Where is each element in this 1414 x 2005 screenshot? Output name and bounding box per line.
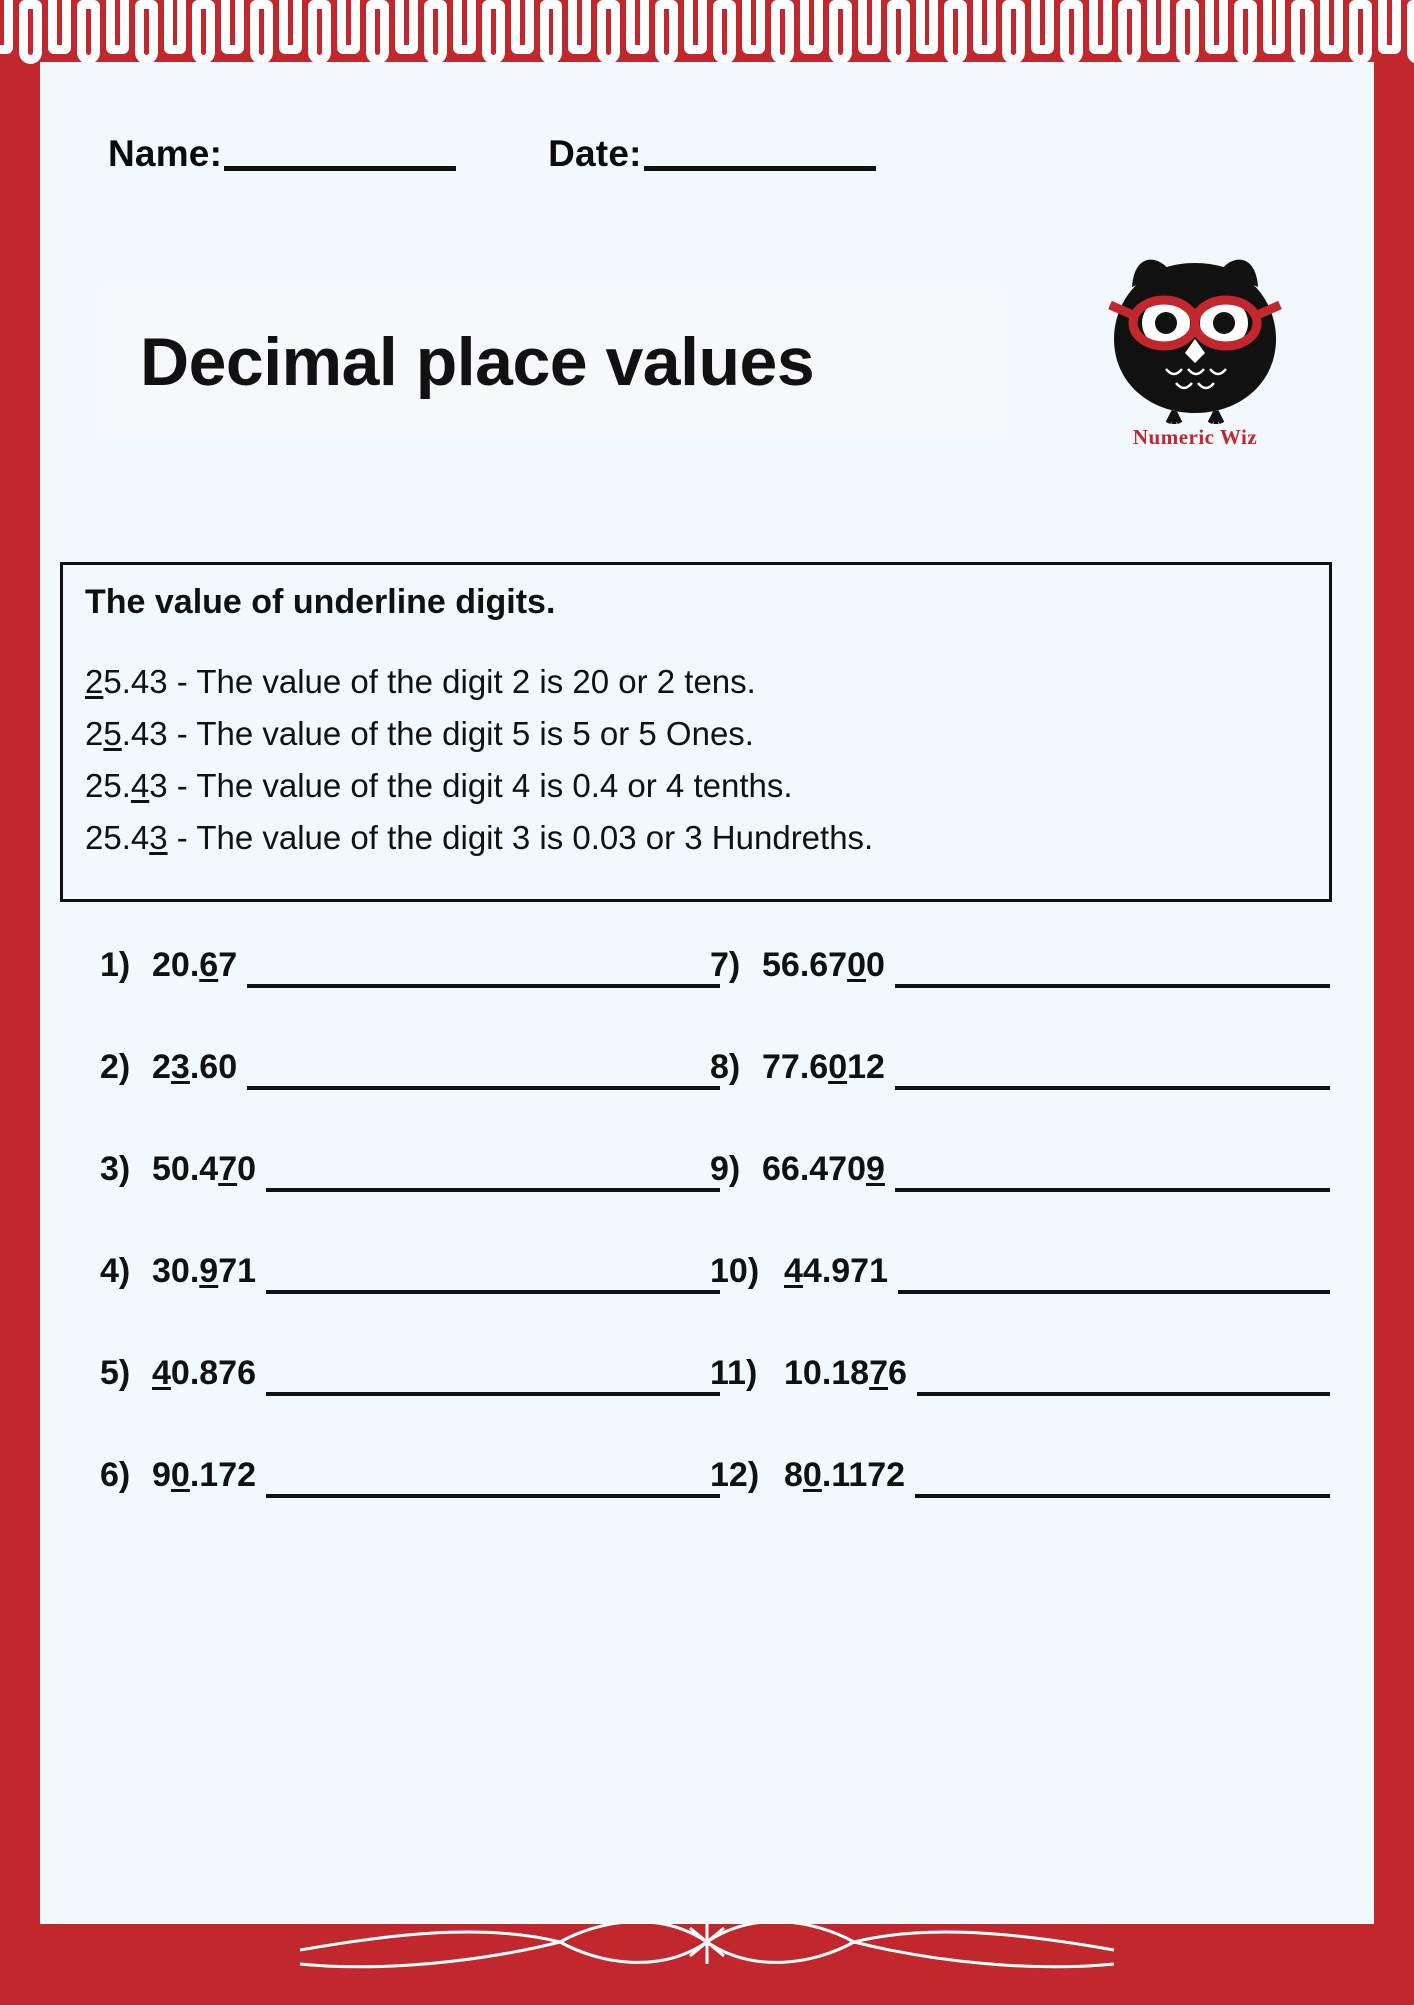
border-link (0, 0, 13, 54)
border-link (1118, 0, 1141, 64)
problem-item (100, 942, 720, 1044)
border-link (424, 0, 447, 64)
underlined-digit: 9 (866, 1150, 885, 1188)
answer-line[interactable] (915, 1452, 1330, 1498)
border-link (106, 0, 129, 54)
value-suffix: .1172 (821, 1456, 906, 1494)
problem-number: 3) (100, 1150, 131, 1188)
example-line (85, 760, 1307, 812)
underlined-digit: 4 (784, 1252, 803, 1290)
value-prefix: 2 (152, 1048, 171, 1086)
answer-line[interactable] (266, 1350, 720, 1396)
problem-number: 12) (710, 1456, 760, 1494)
brand-name: Numeric Wiz (1132, 425, 1258, 449)
problem-number: 7) (710, 946, 741, 984)
value-suffix: 0 (866, 946, 885, 984)
border-link (1234, 0, 1257, 64)
value-prefix: 77.6 (762, 1048, 829, 1086)
border-link (77, 0, 100, 64)
border-link (1060, 0, 1083, 64)
border-link (1378, 0, 1401, 54)
value-suffix: .60 (189, 1048, 238, 1086)
answer-line[interactable] (895, 942, 1330, 988)
answer-line[interactable] (917, 1350, 1330, 1396)
example-prefix: 2 (85, 715, 104, 753)
problem-value (152, 1452, 256, 1495)
value-suffix: 71 (218, 1252, 257, 1290)
problem-number: 10) (710, 1252, 760, 1290)
answer-line[interactable] (266, 1248, 720, 1294)
value-prefix: 66.470 (762, 1150, 866, 1188)
border-link (1291, 0, 1314, 64)
value-prefix: 56.67 (762, 946, 848, 984)
border-link (771, 0, 794, 64)
problem-number: 5) (100, 1354, 131, 1392)
problem-item (100, 1452, 720, 1554)
value-suffix: 0 (237, 1150, 257, 1188)
problem-item (710, 1350, 1330, 1452)
problem-item (100, 1248, 720, 1350)
border-link (568, 0, 591, 54)
value-suffix: 12 (847, 1048, 885, 1086)
example-prefix: 25.4 (85, 819, 150, 857)
problem-number: 6) (100, 1456, 131, 1494)
underlined-digit: 0 (828, 1048, 848, 1086)
border-link (1089, 0, 1112, 54)
underlined-digit: 2 (85, 663, 104, 700)
border-link (1002, 0, 1025, 64)
value-suffix: 6 (888, 1354, 907, 1392)
value-suffix: 0.876 (170, 1354, 257, 1392)
border-link (1263, 0, 1286, 54)
name-input-line[interactable] (224, 160, 456, 171)
border-link (1205, 0, 1228, 54)
underlined-digit: 4 (152, 1354, 171, 1392)
problem-value (762, 1044, 885, 1087)
border-link (135, 0, 158, 64)
problem-item (710, 1146, 1330, 1248)
example-suffix: 3 - The value of the digit 4 is 0.4 or 4 tenths. (149, 767, 793, 805)
example-box (60, 562, 1332, 902)
answer-line[interactable] (895, 1044, 1330, 1090)
page-title: Decimal place values (140, 323, 815, 400)
border-link (916, 0, 939, 54)
worksheet-sheet (40, 62, 1374, 1924)
example-suffix: .43 - The value of the digit 5 is 5 or 5 Ones. (121, 715, 754, 753)
border-link (482, 0, 505, 64)
border-link (511, 0, 534, 54)
answer-line[interactable] (247, 1044, 720, 1090)
name-date-row (108, 117, 1208, 175)
border-link (626, 0, 649, 54)
value-prefix: 8 (784, 1456, 803, 1494)
example-line (85, 708, 1307, 760)
border-link (221, 0, 244, 54)
problems-column-right (710, 942, 1330, 1554)
problems-column-left (100, 942, 720, 1554)
name-label: Name: (108, 133, 223, 174)
problem-value (152, 1146, 256, 1189)
answer-line[interactable] (266, 1146, 720, 1192)
date-label: Date: (548, 133, 642, 174)
border-link (453, 0, 476, 54)
underlined-digit: 3 (170, 1048, 190, 1086)
value-suffix: 7 (218, 946, 238, 984)
problems-grid (60, 942, 1350, 1562)
date-input-line[interactable] (644, 160, 876, 171)
underlined-digit: 0 (802, 1456, 822, 1494)
border-link (829, 0, 852, 64)
example-prefix: 25. (85, 767, 131, 805)
problem-number: 8) (710, 1048, 741, 1086)
value-suffix: 4.971 (802, 1252, 889, 1290)
border-link (48, 0, 71, 54)
border-link (858, 0, 881, 54)
example-heading: The value of underline digits. (85, 583, 556, 621)
border-link (395, 0, 418, 54)
example-suffix: - The value of the digit 3 is 0.03 or 3 Hundreths. (167, 819, 874, 857)
value-prefix: 30. (152, 1252, 200, 1290)
problem-value (152, 1248, 256, 1291)
border-link (192, 0, 215, 64)
border-link (1031, 0, 1054, 54)
answer-line[interactable] (898, 1248, 1330, 1294)
problem-value (152, 1350, 256, 1393)
border-link (1349, 0, 1372, 64)
problem-item (100, 1350, 720, 1452)
border-link (944, 0, 967, 64)
problem-item (710, 1452, 1330, 1554)
underlined-digit: 4 (130, 767, 150, 805)
answer-line[interactable] (247, 942, 720, 988)
border-link (597, 0, 620, 64)
border-link (973, 0, 996, 54)
value-suffix: .172 (189, 1456, 257, 1494)
problem-value (762, 942, 885, 985)
problem-number: 4) (100, 1252, 131, 1290)
problem-item (100, 1146, 720, 1248)
border-link (337, 0, 360, 54)
border-link (250, 0, 273, 64)
problem-number: 9) (710, 1150, 741, 1188)
border-link (164, 0, 187, 54)
border-link (308, 0, 331, 64)
border-link (366, 0, 389, 64)
border-link (1407, 0, 1414, 64)
value-prefix: 9 (152, 1456, 171, 1494)
problem-number: 11) (710, 1354, 758, 1392)
example-line (85, 812, 1307, 864)
answer-line[interactable] (266, 1452, 720, 1498)
title-box (98, 284, 1008, 439)
underlined-digit: 5 (103, 715, 122, 753)
example-suffix: 5.43 - The value of the digit 2 is 20 or 2 tens. (103, 663, 756, 700)
problem-value (784, 1452, 905, 1495)
border-link (887, 0, 910, 64)
problem-item (710, 942, 1330, 1044)
owl-icon (1070, 247, 1320, 462)
value-prefix: 10.18 (784, 1354, 870, 1392)
problem-value (762, 1146, 885, 1189)
problem-value (152, 1044, 237, 1087)
underlined-digit: 3 (149, 819, 168, 857)
border-link (540, 0, 563, 64)
problem-item (710, 1248, 1330, 1350)
border-link (684, 0, 707, 54)
underlined-digit: 7 (869, 1354, 889, 1392)
answer-line[interactable] (895, 1146, 1330, 1192)
problem-value (784, 1248, 888, 1291)
border-link (1320, 0, 1343, 54)
underlined-digit: 6 (199, 946, 219, 984)
border-link (1147, 0, 1170, 54)
border-link (800, 0, 823, 54)
border-link (713, 0, 736, 64)
problem-value (784, 1350, 907, 1393)
border-link (1176, 0, 1199, 64)
value-prefix: 20. (152, 946, 200, 984)
border-link (19, 0, 42, 64)
problem-number: 2) (100, 1048, 131, 1086)
value-prefix: 50.4 (152, 1150, 219, 1188)
underlined-digit: 0 (847, 946, 867, 984)
underlined-digit: 7 (218, 1150, 238, 1188)
underlined-digit: 9 (199, 1252, 219, 1290)
border-link (742, 0, 765, 54)
example-line (85, 656, 1307, 708)
problem-value (152, 942, 237, 985)
problem-item (100, 1044, 720, 1146)
problem-number: 1) (100, 946, 131, 984)
underlined-digit: 0 (170, 1456, 190, 1494)
border-link (279, 0, 302, 54)
problem-item (710, 1044, 1330, 1146)
border-link (655, 0, 678, 64)
